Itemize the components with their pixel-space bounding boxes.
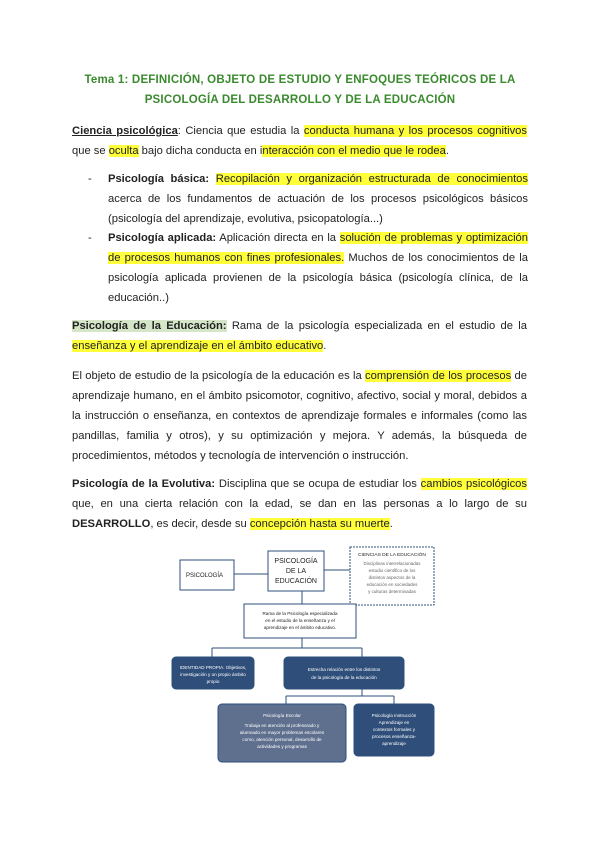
text: . bbox=[445, 145, 449, 157]
label-escolar-4: como, atención personal, desarrollo de bbox=[242, 737, 322, 742]
bullet-dash: - bbox=[88, 173, 92, 185]
term-psicologia-evolutiva: Psicología de la Evolutiva: bbox=[72, 478, 216, 490]
label-escolar-1: Psicología Escolar bbox=[263, 713, 301, 718]
highlight: cambios psicológicos bbox=[420, 478, 527, 490]
label-instruccion-5: aprendizaje bbox=[382, 741, 406, 746]
bullet-dash: - bbox=[88, 232, 92, 244]
label-relacion-1: Estrecha relación entre los distintos bbox=[307, 667, 381, 672]
label-ciencias-3: estudio científico de los bbox=[368, 568, 416, 573]
highlight: nteracción con el medio que le rodea bbox=[262, 145, 446, 157]
label-rama-1: Rama de la Psicología especializada bbox=[262, 611, 338, 616]
term-ciencia-psicologica: Ciencia psicológica bbox=[72, 125, 178, 137]
label-identidad-1: IDENTIDAD PROPIA. Objetivos, bbox=[179, 665, 247, 670]
label-escolar-2: Trabaja en atención al profesorado y bbox=[244, 723, 320, 728]
label-ciencias-2: Disciplinas interrelacionadas bbox=[363, 561, 421, 566]
label-center-3: EDUCACIÓN bbox=[274, 578, 318, 585]
text: Rama de la psicología especializada en el estudio de la bbox=[226, 320, 528, 332]
label-escolar-3: alumnado en mayor problemas escolares bbox=[239, 730, 325, 735]
text: El objeto de estudio de la psicología de la educación es la bbox=[72, 370, 366, 382]
highlight: Recopilación y organización estructurada de conocimientos bbox=[215, 173, 528, 185]
text: de aprendizaje humano, en el ámbito psicomotor, cognitivo, afectivo, social y moral, debidos a la instrucción o enseñanza, en contextos de aprendizaje formales e informales (como las pandillas, familia y otros), y su optimización y mejora. Y además, la búsqueda de procedimientos, métodos y tecnología de intervención o instrucción. bbox=[72, 370, 527, 462]
text: bajo dicha conducta en i bbox=[138, 145, 263, 157]
text: . bbox=[389, 518, 393, 530]
label-rama-2: en el estudio de la enseñanza y el bbox=[265, 618, 335, 623]
label-instruccion-4: procesos enseñanza- bbox=[372, 734, 416, 739]
label-instruccion-2: Aprendizaje en bbox=[378, 720, 410, 725]
term-psicologia-aplicada: Psicología aplicada: bbox=[108, 232, 217, 244]
label-ciencias-1: CIENCIAS DE LA EDUCACIÓN bbox=[358, 553, 426, 558]
text: Muchos de los conocimientos de la psicología aplicada provienen de la psicología básica (psicología clínica, de la educación..) bbox=[108, 252, 528, 304]
highlight: oculta bbox=[108, 145, 139, 157]
highlight: concepción hasta su muerte bbox=[249, 518, 390, 530]
label-relacion-2: de la psicología de la educación bbox=[311, 675, 377, 680]
term-psicologia-educacion: Psicología de la Educación: bbox=[72, 320, 227, 332]
label-rama-3: aprendizaje en el ámbito educativo. bbox=[263, 625, 337, 630]
highlight: enseñanza y el aprendizaje en el ámbito educativo bbox=[72, 340, 324, 352]
text: , es decir, desde su bbox=[150, 518, 250, 530]
label-escolar-5: actividades y programas bbox=[257, 744, 307, 749]
label-center-2: DE LA bbox=[285, 568, 307, 575]
bold-text: DESARROLLO bbox=[72, 518, 151, 530]
term-psicologia-basica: Psicología básica: bbox=[108, 173, 210, 185]
highlight: conducta humana y los procesos cognitivos bbox=[303, 125, 527, 137]
text: que, en una cierta relación con la edad, se dan en las personas a lo largo de su bbox=[72, 498, 527, 510]
label-psicologia: PSICOLOGÍA bbox=[186, 573, 224, 579]
text: : Ciencia que estudia la bbox=[177, 125, 304, 137]
text: . bbox=[323, 340, 327, 352]
label-identidad-3: propio bbox=[206, 679, 220, 684]
box-estrecha-relacion bbox=[284, 657, 404, 689]
text: que se bbox=[72, 145, 109, 157]
label-instruccion-1: Psicología Instrucción bbox=[371, 713, 417, 718]
title-line-2: PSICOLOGÍA DEL DESARROLLO Y DE LA EDUCACIÓN bbox=[144, 94, 456, 106]
label-ciencias-6: y culturas determinadas bbox=[368, 589, 416, 594]
text: Aplicación directa en la bbox=[216, 232, 340, 244]
label-center-1: PSICOLOGÍA bbox=[274, 558, 318, 565]
label-instruccion-3: contextos formales y bbox=[372, 727, 416, 732]
label-identidad-2: investigación y un propio ámbito bbox=[180, 672, 246, 677]
label-ciencias-4: distintos aspectos de la bbox=[368, 575, 416, 580]
text: acerca de los fundamentos de actuación de los procesos psicológicos básicos (psicología del aprendizaje, evolutiva, psicopatología...) bbox=[108, 193, 528, 225]
title-line-1: Tema 1: DEFINICIÓN, OBJETO DE ESTUDIO Y ENFOQUES TEÓRICOS DE LA bbox=[84, 74, 516, 86]
highlight: comprensión de los procesos bbox=[365, 370, 512, 382]
highlight: solución de problemas y optimización de procesos humanos con fines profesionales. bbox=[108, 232, 529, 264]
label-ciencias-5: educación en sociedades bbox=[366, 582, 418, 587]
text: Disciplina que se ocupa de estudiar los bbox=[215, 478, 421, 490]
